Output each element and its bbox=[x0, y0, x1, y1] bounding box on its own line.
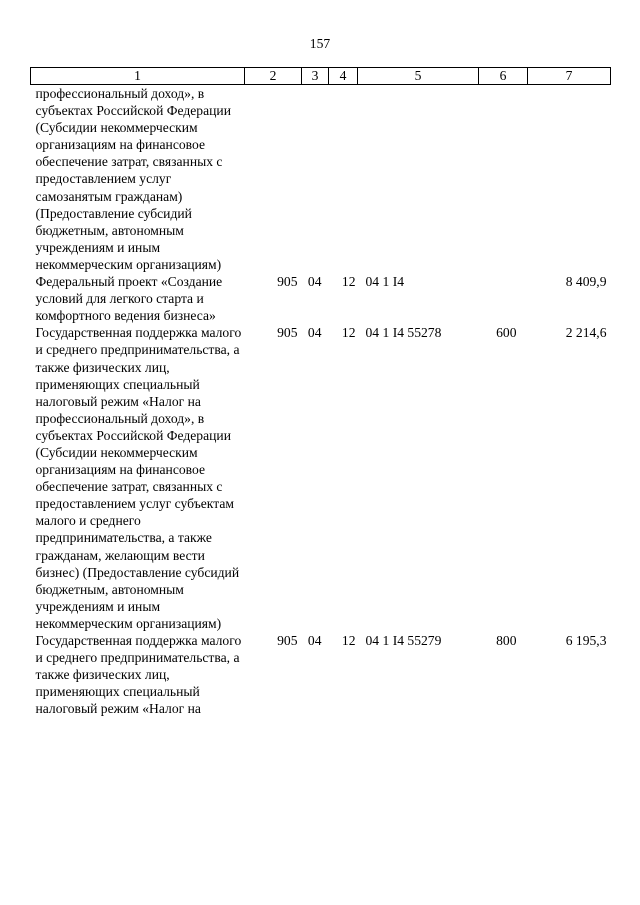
row-sum: 8 409,9 bbox=[565, 274, 607, 290]
row-name: Федеральный проект «Создание условий для легкого старта и комфортного ведения бизнеса» bbox=[35, 274, 223, 324]
row-csr: 04 1 I4 55278 bbox=[365, 325, 442, 341]
row-name: Государственная поддержка малого и среднего предпринимательства, а также физических лиц, применяющих специальный налоговый режим «Налог на bbox=[35, 633, 242, 717]
row-csr bbox=[358, 85, 479, 274]
header-row bbox=[31, 68, 611, 85]
row-rz: 04 bbox=[307, 325, 322, 341]
row-grbs: 905 bbox=[277, 325, 298, 341]
budget-table bbox=[30, 67, 611, 717]
row-rz: 04 bbox=[307, 633, 322, 648]
row-grbs: 905 bbox=[277, 633, 298, 648]
header-col-2: 2 bbox=[245, 68, 302, 85]
header-col-1: 1 bbox=[31, 68, 245, 85]
row-rz bbox=[302, 85, 329, 274]
row-pr: 12 bbox=[341, 633, 356, 648]
row-csr: 04 1 I4 55279 bbox=[365, 633, 442, 648]
header-col-6: 6 bbox=[479, 68, 528, 85]
table-header bbox=[31, 68, 611, 85]
row-name: профессиональный доход», в субъектах Российской Федерации (Субсидии некоммерческим организациям на финансовое обеспечение затрат, связанных с предоставлением услуг самозанятым гражданам) (Предоставление субсидий бюджетным, автономным учреждениям и иным некоммерческим организациям) bbox=[35, 86, 231, 272]
row-vr: 600 bbox=[496, 325, 517, 341]
page-number: 157 bbox=[309, 36, 331, 51]
row-rz: 04 bbox=[307, 274, 322, 290]
row-grbs bbox=[245, 85, 302, 274]
table-row bbox=[31, 85, 611, 274]
row-grbs: 905 bbox=[277, 274, 298, 290]
row-pr: 12 bbox=[341, 325, 356, 341]
row-csr: 04 1 I4 bbox=[365, 274, 405, 290]
header-col-4: 4 bbox=[329, 68, 358, 85]
table-row bbox=[31, 273, 611, 324]
row-vr bbox=[479, 273, 528, 324]
header-col-3: 3 bbox=[302, 68, 329, 85]
table-body bbox=[31, 85, 611, 718]
row-pr: 12 bbox=[341, 274, 356, 290]
row-name: Государственная поддержка малого и среднего предпринимательства, а также физических лиц, применяющих специальный налоговый режим «Налог на профессиональный доход», в субъектах Российской Федерации (Субсидии некоммерческим организациям на финансовое обеспечение затрат, связанных с предоставлением услуг субъектам малого и среднего предпринимательства, а также гражданам, желающим вести бизнес) (Предоставление субсидий бюджетным, автономным учреждениям и иным некоммерческим организациям) bbox=[35, 325, 242, 631]
header-col-5: 5 bbox=[358, 68, 479, 85]
header-col-7: 7 bbox=[528, 68, 611, 85]
row-sum: 6 195,3 bbox=[565, 633, 607, 648]
row-vr: 800 bbox=[496, 633, 517, 648]
row-vr bbox=[479, 85, 528, 274]
row-pr bbox=[329, 85, 358, 274]
table-row bbox=[31, 632, 611, 717]
row-sum bbox=[528, 85, 611, 274]
row-sum: 2 214,6 bbox=[565, 325, 607, 341]
table-row bbox=[31, 324, 611, 632]
